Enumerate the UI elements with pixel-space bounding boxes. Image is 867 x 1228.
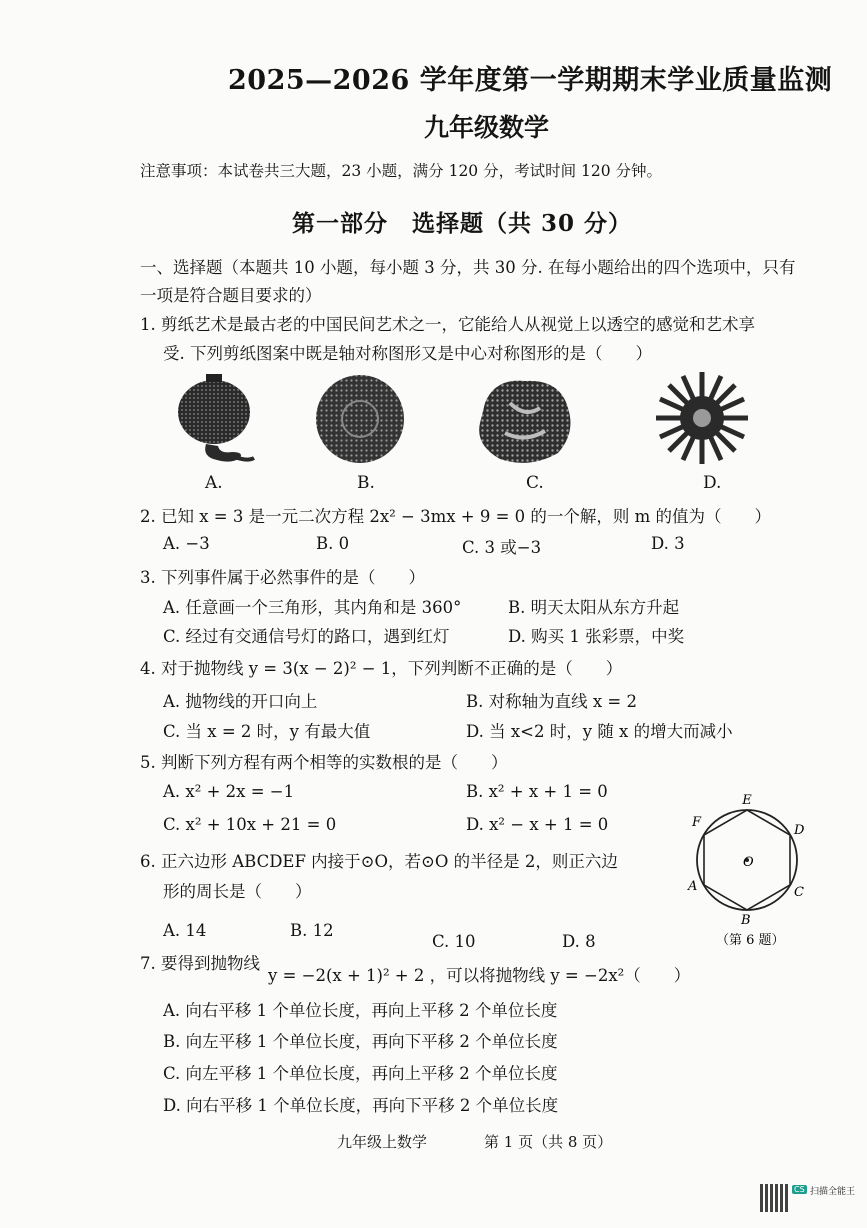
q7-option-c: C. 向左平移 1 个单位长度，再向上平移 2 个单位长度	[163, 1064, 558, 1083]
q6-label-a: A	[688, 879, 698, 894]
q1-label-c: C.	[526, 473, 544, 493]
q6-label-e: E	[742, 793, 752, 808]
q4-option-b: B. 对称轴为直线 x = 2	[466, 692, 637, 711]
papercut-snowflake-image	[652, 368, 752, 468]
question-2-stem: 2. 已知 x = 3 是一元二次方程 2x² − 3mx + 9 = 0 的一个解，则 m 的值为（ ）	[140, 507, 772, 526]
watermark-badge: CS	[794, 1185, 805, 1194]
q6-label-o: O	[743, 855, 754, 870]
q6-option-d: D. 8	[562, 932, 596, 951]
exam-subject: 九年级数学	[424, 113, 550, 142]
papercut-dragon-image	[470, 373, 580, 468]
q6-label-d: D	[794, 823, 805, 838]
q4-option-c: C. 当 x = 2 时，y 有最大值	[163, 722, 371, 741]
q7-option-d: D. 向右平移 1 个单位长度，再向下平移 2 个单位长度	[163, 1096, 559, 1115]
q7-option-a: A. 向右平移 1 个单位长度，再向上平移 2 个单位长度	[163, 1001, 558, 1020]
q4-option-a: A. 抛物线的开口向上	[163, 692, 318, 711]
q6-figure-caption: （第 6 题）	[716, 933, 785, 948]
footer-course: 九年级上数学	[337, 1133, 428, 1151]
section-instruction-line2: 一项是符合题目要求的）	[140, 286, 322, 305]
q6-label-f: F	[692, 815, 702, 830]
q7-option-b: B. 向左平移 1 个单位长度，再向下平移 2 个单位长度	[163, 1032, 558, 1051]
papercut-round-flower-image	[314, 373, 406, 465]
question-5-stem: 5. 判断下列方程有两个相等的实数根的是（ ）	[140, 753, 508, 772]
q2-option-b: B. 0	[316, 534, 350, 553]
question-6-line1: 6. 正六边形 ABCDEF 内接于⊙O，若⊙O 的半径是 2，则正六边	[140, 852, 618, 871]
papercut-lantern-image	[172, 372, 262, 467]
q6-option-a: A. 14	[163, 921, 207, 940]
q2-option-c: C. 3 或−3	[462, 538, 542, 557]
q5-option-d: D. x² − x + 1 = 0	[466, 815, 609, 834]
question-1-line1: 1. 剪纸艺术是最古老的中国民间艺术之一，它能给人从视觉上以透空的感觉和艺术享	[140, 315, 755, 334]
q6-label-c: C	[794, 885, 804, 900]
q6-option-c: C. 10	[432, 932, 476, 951]
q3-option-a: A. 任意画一个三角形，其内角和是 360°	[163, 598, 462, 617]
q6-label-b: B	[741, 913, 751, 928]
q1-label-a: A.	[205, 473, 223, 493]
watermark-name: 扫描全能王	[810, 1187, 856, 1197]
part-one-title: 第一部分 选择题（共 30 分）	[292, 210, 633, 237]
footer-page-number: 第 1 页（共 8 页）	[484, 1133, 613, 1151]
q5-option-c: C. x² + 10x + 21 = 0	[163, 815, 337, 834]
q1-label-b: B.	[357, 473, 375, 493]
question-7-stem-b: y = −2(x + 1)² + 2 ，可以将抛物线 y = −2x²（ ）	[268, 966, 691, 985]
scanner-watermark	[760, 1184, 860, 1220]
q5-option-b: B. x² + x + 1 = 0	[466, 782, 608, 801]
exam-title: 2025—2026 学年度第一学期期末学业质量监测	[228, 65, 833, 96]
q3-option-d: D. 购买 1 张彩票，中奖	[508, 627, 685, 646]
question-6-line2: 形的周长是（ ）	[163, 882, 312, 901]
q2-option-a: A. −3	[163, 534, 210, 553]
q2-option-d: D. 3	[651, 534, 685, 553]
q3-option-c: C. 经过有交通信号灯的路口，遇到红灯	[163, 627, 450, 646]
question-1-line2: 受. 下列剪纸图案中既是轴对称图形又是中心对称图形的是（ ）	[163, 344, 652, 363]
question-7-stem-a: 7. 要得到抛物线	[140, 954, 260, 973]
q6-hexagon-figure	[684, 786, 814, 951]
qr-code-icon	[760, 1184, 788, 1212]
q3-option-b: B. 明天太阳从东方升起	[508, 598, 680, 617]
question-3-stem: 3. 下列事件属于必然事件的是（ ）	[140, 568, 425, 587]
q4-option-d: D. 当 x<2 时，y 随 x 的增大而减小	[466, 722, 733, 741]
q6-option-b: B. 12	[290, 921, 334, 940]
q1-label-d: D.	[703, 473, 722, 493]
section-instruction-line1: 一、选择题（本题共 10 小题，每小题 3 分，共 30 分. 在每小题给出的四个选项中，只有	[140, 258, 796, 277]
q5-option-a: A. x² + 2x = −1	[163, 782, 295, 801]
question-4-stem: 4. 对于抛物线 y = 3(x − 2)² − 1，下列判断不正确的是（ ）	[140, 659, 623, 678]
exam-notice: 注意事项：本试卷共三大题，23 小题，满分 120 分，考试时间 120 分钟。	[140, 162, 663, 180]
